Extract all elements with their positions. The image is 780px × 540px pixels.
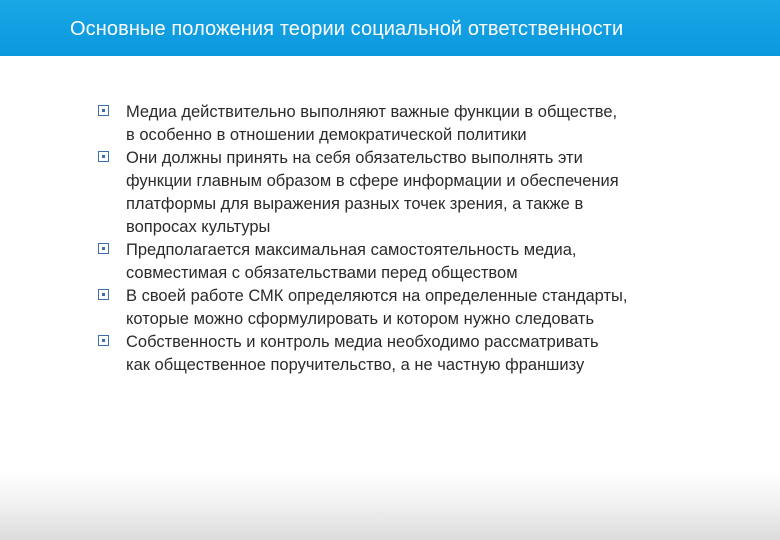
square-dot-bullet-icon — [98, 243, 109, 254]
bullet-line: функции главным образом в сфере информации и обеспечения — [126, 172, 619, 190]
square-dot-bullet-icon — [98, 289, 109, 300]
bullet-item — [98, 239, 748, 285]
bullet-line: В своей работе СМК определяются на определенные стандарты, — [126, 287, 628, 305]
bullet-line: Они должны принять на себя обязательство выполнять эти — [126, 149, 583, 167]
bullet-line: Собственность и контроль медиа необходимо рассматривать — [126, 333, 599, 351]
bullet-list — [98, 101, 748, 377]
bullet-line: совместимая с обязательствами перед обществом — [126, 264, 518, 282]
bullet-item — [98, 101, 748, 147]
bullet-line: платформы для выражения разных точек зрения, а также в — [126, 195, 584, 213]
bullet-line: Предполагается максимальная самостоятельность медиа, — [126, 241, 577, 259]
bullet-line: в особенно в отношении демократической политики — [126, 126, 527, 144]
bullet-line: как общественное поручительство, а не частную франшизу — [126, 356, 585, 374]
bullet-text — [126, 147, 748, 239]
bullet-text — [126, 285, 748, 331]
bullet-line: Медиа действительно выполняют важные функции в обществе, — [126, 103, 618, 121]
bullet-item — [98, 147, 748, 239]
square-dot-bullet-icon — [98, 151, 109, 162]
bullet-line: которые можно сформулировать и котором нужно следовать — [126, 310, 595, 328]
bullet-text — [126, 331, 748, 377]
title-bar — [0, 0, 780, 56]
slide-title: Основные положения теории социальной ответственности — [70, 18, 624, 40]
square-dot-bullet-icon — [98, 105, 109, 116]
bullet-text — [126, 239, 748, 285]
bullet-text — [126, 101, 748, 147]
square-dot-bullet-icon — [98, 335, 109, 346]
bullet-line: вопросах культуры — [126, 218, 271, 236]
bullet-item — [98, 285, 748, 331]
bullet-item — [98, 331, 748, 377]
